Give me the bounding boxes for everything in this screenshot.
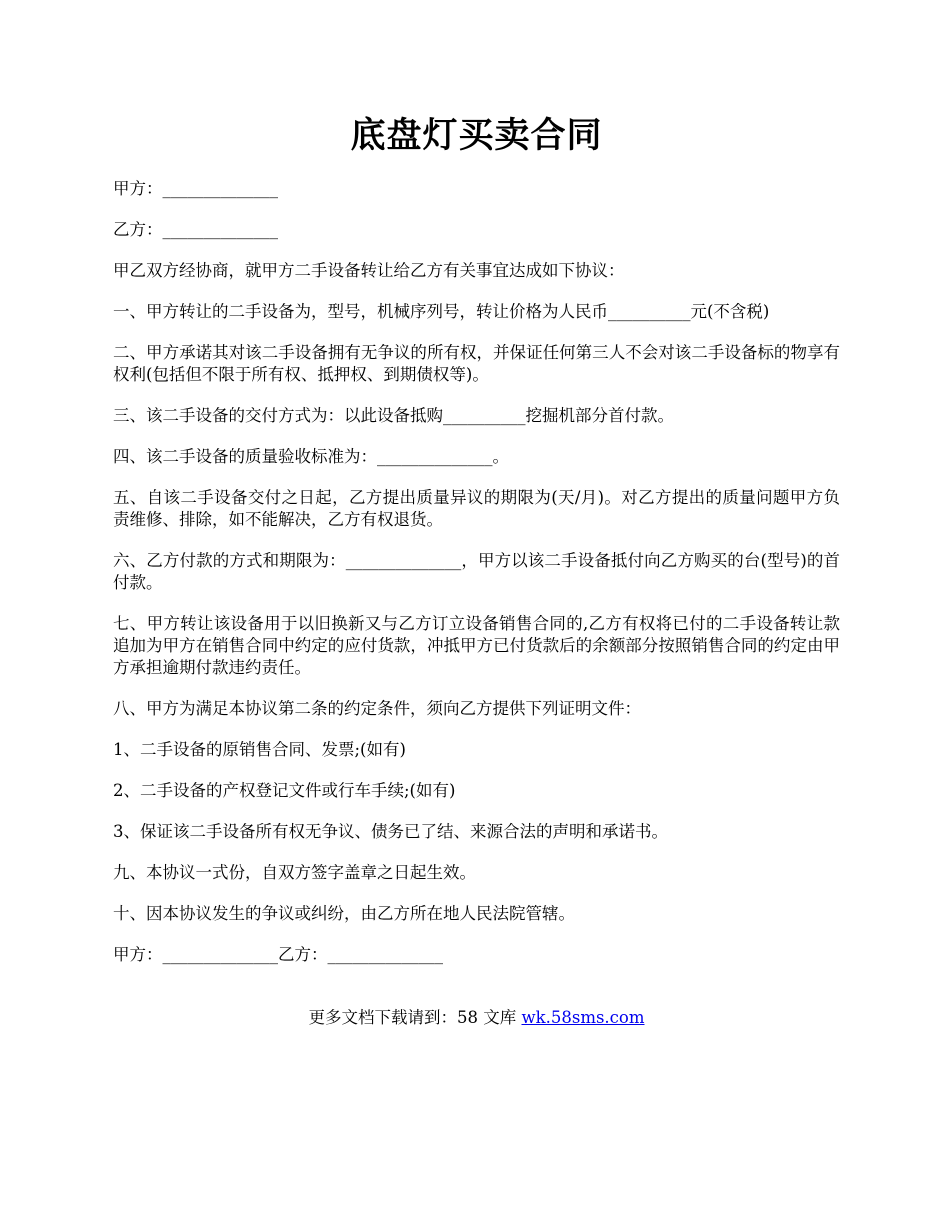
clause-4: 四、该二手设备的质量验收标准为：______________。: [113, 447, 509, 466]
party-a-line: 甲方：______________: [113, 179, 278, 198]
clause-1: 一、甲方转让的二手设备为，型号，机械序列号，转让价格为人民币__________元(不含税): [113, 302, 770, 321]
download-footer: [113, 1007, 840, 1029]
clause-2: 二、甲方承诺其对该二手设备拥有无争议的所有权，并保证任何第三人不会对该二手设备标的物享有权利(包括但不限于所有权、抵押权、到期债权等)。: [113, 343, 840, 384]
contract-body: [113, 178, 840, 985]
clause-8: 八、甲方为满足本协议第二条的约定条件，须向乙方提供下列证明文件：: [113, 699, 641, 718]
list-item-1: 1、二手设备的原销售合同、发票;(如有): [113, 740, 406, 759]
list-item-3: 3、保证该二手设备所有权无争议、债务已了结、来源合法的声明和承诺书。: [113, 822, 668, 841]
footer-link[interactable]: wk.58sms.com: [521, 1008, 645, 1027]
agreement-intro: 甲乙双方经协商，就甲方二手设备转让给乙方有关事宜达成如下协议：: [113, 261, 625, 280]
signature-line: 甲方：______________乙方：______________: [113, 945, 443, 964]
party-b-line: 乙方：______________: [113, 220, 278, 239]
document-title: 底盘灯买卖合同: [350, 115, 603, 156]
clause-9: 九、本协议一式份，自双方签字盖章之日起生效。: [113, 863, 476, 882]
clause-7: 七、甲方转让该设备用于以旧换新又与乙方订立设备销售合同的,乙方有权将已付的二手设备转让款追加为甲方在销售合同中约定的应付货款，冲抵甲方已付货款后的余额部分按照销售合同的约定由甲方承担逾期付款违约责任。: [113, 614, 840, 677]
footer-text: 更多文档下载请到：58 文库: [308, 1008, 522, 1027]
clause-10: 十、因本协议发生的争议或纠纷，由乙方所在地人民法院管辖。: [113, 904, 575, 923]
clause-5: 五、自该二手设备交付之日起，乙方提出质量异议的期限为(天/月)。对乙方提出的质量问题甲方负责维修、排除，如不能解决，乙方有权退货。: [113, 488, 840, 529]
list-item-2: 2、二手设备的产权登记文件或行车手续;(如有): [113, 781, 456, 800]
clause-6: 六、乙方付款的方式和期限为：______________，甲方以该二手设备抵付向乙方购买的台(型号)的首付款。: [113, 551, 840, 592]
clause-3: 三、该二手设备的交付方式为：以此设备抵购__________挖掘机部分首付款。: [113, 406, 674, 425]
